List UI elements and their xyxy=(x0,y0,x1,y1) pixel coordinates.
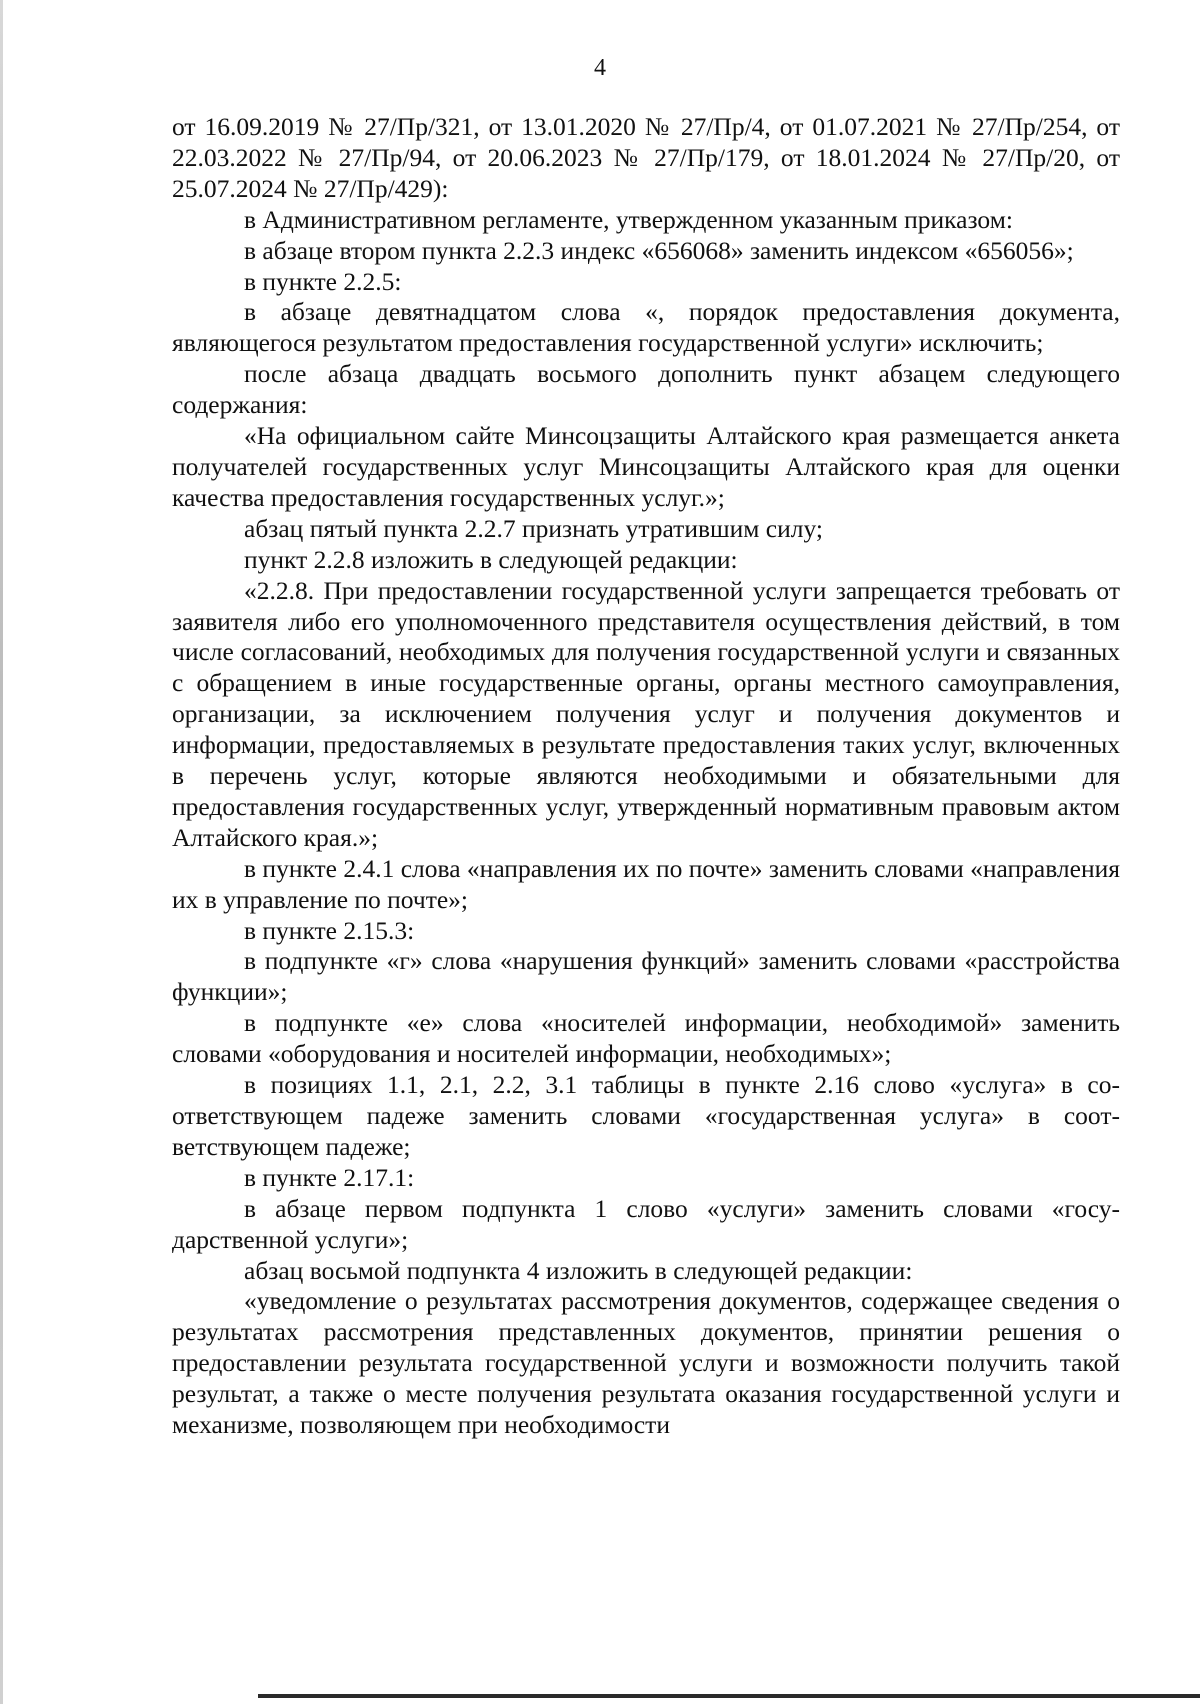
paragraph-19: «уведомление о результатах рассмотрения документов, содержащее сведения о результатах рассмотрения представленных документов, принятии решения о предоставлении результата государственной услуги и возможности получить такой результат, а также о месте получения результата оказания государственной услуги и механизме, позволяющем при необходимости xyxy=(172,1286,1120,1440)
paragraph-10: «2.2.8. При предоставлении государственной услуги запрещается требовать от заявителя либо его уполномоченного представителя осуществления действий, в том числе согласований, необходимых для получения государственной услуги и связанных с обращением в иные государственные органы, органы местного самоуправления, организации, за исключением получения услуг и получения документов и информации, предоставляемых в результате предоставления таких услуг, включенных в перечень услуг, которые являются необходимыми и обязательными для предоставления государственных услуг, утвержденный нормативным правовым актом Алтайского края.»; xyxy=(172,575,1120,852)
paragraph-18: абзац восьмой подпункта 4 изложить в следующей редакции: xyxy=(244,1255,913,1285)
scan-edge-bottom xyxy=(258,1694,1200,1698)
page-number: 4 xyxy=(594,55,606,81)
paragraph-2: в Административном регламенте, утвержденном указанным приказом: xyxy=(244,204,1013,234)
paragraph-17: в абзаце первом подпункта 1 слово «услуги» заменить словами «государственной услуги»; xyxy=(172,1193,1120,1254)
document-body xyxy=(172,112,1120,1441)
paragraph-1: от 16.09.2019 № 27/Пр/321, от 13.01.2020 № 27/Пр/4, от 01.07.2021 № 27/Пр/254, от 22.03.2022 № 27/Пр/94, от 20.06.2023 № 27/Пр/179, от 18.01.2024 № 27/Пр/20, от 25.07.2024 № 27/Пр/429): xyxy=(172,112,1120,203)
scan-edge-left xyxy=(0,0,3,1704)
paragraph-11: в пункте 2.4.1 слова «направления их по почте» заменить словами «направления их в управление по почте»; xyxy=(172,853,1120,914)
paragraph-12: в пункте 2.15.3: xyxy=(244,915,415,945)
paragraph-9: пункт 2.2.8 изложить в следующей редакции: xyxy=(244,544,738,574)
paragraph-16: в пункте 2.17.1: xyxy=(244,1162,415,1192)
paragraph-8: абзац пятый пункта 2.2.7 признать утратившим силу; xyxy=(244,513,823,543)
paragraph-15: в позициях 1.1, 2.1, 2.2, 3.1 таблицы в пункте 2.16 слово «услуга» в соответствующем падеже заменить словами «государственная услуга» в соответствующем падеже; xyxy=(172,1070,1120,1161)
paragraph-3: в абзаце втором пункта 2.2.3 индекс «656068» заменить индексом «656056»; xyxy=(244,235,1074,265)
paragraph-7: «На официальном сайте Минсоцзащиты Алтайского края размещается анкета получателей государственных услуг Минсоцзащиты Алтайского края для оценки качества предоставления государственных услуг.»; xyxy=(172,421,1120,512)
paragraph-14: в подпункте «е» слова «носителей информации, необходимой» заменить словами «оборудования и носителей информации, необходимых»; xyxy=(172,1008,1120,1069)
paragraph-5: в абзаце девятнадцатом слова «, порядок предоставления документа, являющегося результатом предоставления государственной услуги» исключить; xyxy=(172,297,1120,358)
paragraph-6: после абзаца двадцать восьмого дополнить пункт абзацем следующего содержания: xyxy=(172,359,1120,420)
paragraph-13: в подпункте «г» слова «нарушения функций» заменить словами «расстройства функции»; xyxy=(172,946,1120,1007)
paragraph-4: в пункте 2.2.5: xyxy=(244,266,402,296)
